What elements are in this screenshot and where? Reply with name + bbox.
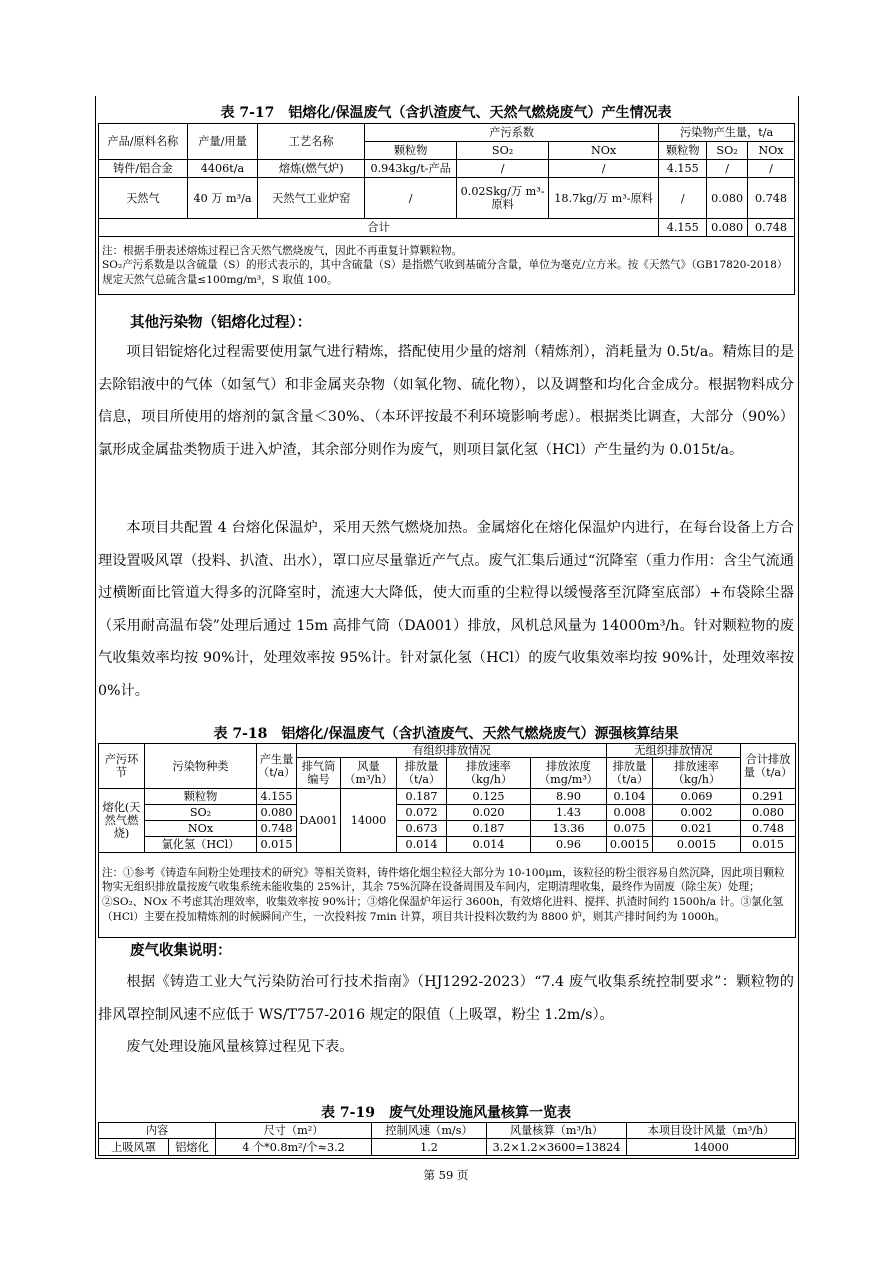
t17-sub-cell: 颗粒物 <box>365 142 457 160</box>
t18-cell: 0.072 <box>397 805 447 821</box>
t18-cell: 0.187 <box>397 789 447 805</box>
t18-cell: 0.291 <box>741 789 796 805</box>
table-row <box>99 837 796 853</box>
t18-cell: 氯化氢（HCl） <box>145 837 257 853</box>
t18-h-gen: 产生量（t/a） <box>257 744 297 789</box>
t18-h-type: 污染物种类 <box>145 744 257 789</box>
t18-cell: 0.020 <box>447 805 531 821</box>
t18-stack: DA001 <box>297 789 341 853</box>
t18-cell: 0.96 <box>531 837 607 853</box>
t18-h-emit: 排放量（t/a） <box>397 758 447 789</box>
t18-h-stack: 排气筒编号 <box>297 758 341 789</box>
t17-sub-cell: SO₂ <box>457 142 549 160</box>
t17-cell: / <box>707 160 748 178</box>
t18-cell: 0.104 <box>607 789 653 805</box>
t17-total-cell: 4.155 <box>659 219 707 237</box>
t18-cell: 0.014 <box>447 837 531 853</box>
t18-cell: 0.080 <box>741 805 796 821</box>
t18-cell: 1.43 <box>531 805 607 821</box>
table-row <box>99 1139 796 1156</box>
t17-h-coef: 产污系数 <box>365 124 659 142</box>
t18-h-rate: 排放速率（kg/h） <box>447 758 531 789</box>
t18-cell: 0.080 <box>257 805 297 821</box>
table-7-17-caption: 表 7-17 铝熔化/保温废气（含扒渣废气、天然气燃烧废气）产生情况表 <box>220 105 672 121</box>
page-number: 第 59 页 <box>423 1168 469 1182</box>
t19-header: 风量核算（m³/h） <box>487 1123 627 1139</box>
t17-cell: 天然气 <box>99 178 188 219</box>
t19-header: 尺寸（m²） <box>216 1123 372 1139</box>
t18-cell: SO₂ <box>145 805 257 821</box>
table-row <box>99 178 795 219</box>
section-heading-other-pollutants: 其他污染物（铝熔化过程）： <box>130 314 312 331</box>
t18-cell: 8.90 <box>531 789 607 805</box>
t17-cell: 0.748 <box>747 178 794 219</box>
t19-cell: 3.2×1.2×3600=13824 <box>487 1139 627 1156</box>
table-row <box>99 160 795 178</box>
t17-sub-cell: SO₂ <box>707 142 748 160</box>
table-7-19-caption: 表 7-19 废气处理设施风量核算一览表 <box>321 1105 571 1121</box>
t17-cell: / <box>365 178 457 219</box>
table-row <box>99 821 796 837</box>
t18-cell: 0.008 <box>607 805 653 821</box>
t17-total-label: 合计 <box>99 219 659 237</box>
t19-cell: 铝熔化 <box>169 1139 216 1156</box>
t17-cell: 天然气工业炉窑 <box>258 178 365 219</box>
t17-cell: 18.7kg/万 m³-原料 <box>549 178 659 219</box>
t17-cell: 0.02Skg/万 m³-原料 <box>457 178 549 219</box>
t18-flow: 14000 <box>341 789 397 853</box>
t18-h-flow: 风量（m³/h） <box>341 758 397 789</box>
t17-h-amount: 产量/用量 <box>187 124 258 160</box>
t18-h-organized: 有组织排放情况 <box>297 744 607 758</box>
t18-cell: 0.069 <box>653 789 741 805</box>
t17-cell: 熔炼(燃气炉) <box>258 160 365 178</box>
t17-cell: 铸件/铝合金 <box>99 160 188 178</box>
t17-h-output: 污染物产生量，t/a <box>659 124 795 142</box>
t18-cell: NOx <box>145 821 257 837</box>
t17-total-cell: 0.748 <box>747 219 794 237</box>
t18-cell: 0.187 <box>447 821 531 837</box>
t18-cell: 13.36 <box>531 821 607 837</box>
t17-cell: / <box>659 178 707 219</box>
t17-cell: 0.943kg/t-产品 <box>365 160 457 178</box>
t18-source: 熔化(天然气燃烧) <box>99 789 145 853</box>
t18-cell: 颗粒物 <box>145 789 257 805</box>
t17-cell: / <box>549 160 659 178</box>
t18-cell: 0.0015 <box>653 837 741 853</box>
t19-cell: 14000 <box>627 1139 796 1156</box>
t18-h-conc: 排放浓度（mg/m³） <box>531 758 607 789</box>
table-7-19 <box>98 1122 796 1156</box>
section-heading-collection: 废气收集说明： <box>130 942 232 959</box>
t18-cell: 0.014 <box>397 837 447 853</box>
t18-cell: 0.021 <box>653 821 741 837</box>
t18-cell: 0.673 <box>397 821 447 837</box>
t17-sub-cell: NOx <box>747 142 794 160</box>
t18-h-total: 合计排放量（t/a） <box>741 744 796 789</box>
t18-cell: 0.125 <box>447 789 531 805</box>
t18-h-uemit: 排放量（t/a） <box>607 758 653 789</box>
table-7-18 <box>98 743 796 938</box>
t19-header: 控制风速（m/s） <box>372 1123 487 1139</box>
t17-cell: 40 万 m³/a <box>187 178 258 219</box>
t19-cell: 1.2 <box>372 1139 487 1156</box>
t18-h-unorganized: 无组织排放情况 <box>607 744 741 758</box>
t18-h-urate: 排放速率（kg/h） <box>653 758 741 789</box>
t18-cell: 0.075 <box>607 821 653 837</box>
t19-cell: 上吸风罩 <box>99 1139 169 1156</box>
t17-h-process: 工艺名称 <box>258 124 365 160</box>
t17-h-product: 产品/原料名称 <box>99 124 188 160</box>
t18-cell: 0.748 <box>741 821 796 837</box>
t18-h-source: 产污环节 <box>99 744 145 789</box>
t17-cell: / <box>747 160 794 178</box>
t17-cell: 4406t/a <box>187 160 258 178</box>
t18-cell: 0.0015 <box>607 837 653 853</box>
t17-cell: / <box>457 160 549 178</box>
t17-note: 注：根据手册表述熔炼过程已含天然气燃烧废气，因此不再重复计算颗粒物。 SO₂产污系数是以含硫量（S）的形式表示的，其中含硫量（S）是指燃气收到基硫分含量，单位为毫克/立方米。按《天然气》（GB17820-2018）规定天然气总硫含量≤100mg/m³，S 取值 100。 <box>99 237 795 295</box>
t18-note: 注：①参考《铸造车间粉尘处理技术的研究》等相关资料，铸件熔化烟尘粒径大部分为 10-100μm，该粒径的粉尘很容易自然沉降，因此项目颗粒物实无组织排放量按废气收集系统未能收集的 25%计，其余 75%沉降在设备周围及车间内，定期清理收集，最终作为固废（除尘灰）处理；②SO₂、NOx 不考虑其治理效率，收集效率按 90%计；③熔化保温炉年运行 3600h，有效熔化进料、搅拌、扒渣时间约 1500h/a 计。③氯化氢（HCl）主要在投加精炼剂的时候瞬间产生，一次投料按 7min 计算，项目共计投料次数约为 8800 炉，则其产排时间约为 1000h。 <box>99 853 796 938</box>
table-total-row <box>99 219 795 237</box>
table-7-17 <box>98 123 795 295</box>
paragraph-table-intro: 废气处理设施风量核算过程见下表。 <box>126 1039 354 1055</box>
table-row <box>99 789 796 805</box>
paragraph-furnace: 本项目共配置 4 台熔化保温炉，采用天然气燃烧加热。金属熔化在熔化保温炉内进行，在每台设备上方合理设置吸风罩（投料、扒渣、出水），罩口应尽量靠近产气点。废气汇集后通过“沉降室（重力作用：含尘气流通过横断面比管道大得多的沉降室时，流速大大降低，使大而重的尘粒得以缓慢落至沉降室底部）+布袋除尘器（采用耐高温布袋”处理后通过 15m 高排气筒（DA001）排放，风机总风量为 14000m³/h。针对颗粒物的废气收集效率均按 90%计，处理效率按 95%计。针对氯化氢（HCl）的废气收集效率均按 90%计，处理效率按 0%计。 <box>98 520 794 699</box>
t18-cell: 0.002 <box>653 805 741 821</box>
t17-sub-cell: NOx <box>549 142 659 160</box>
t18-cell: 0.015 <box>741 837 796 853</box>
t17-cell: 0.080 <box>707 178 748 219</box>
t19-header: 本项目设计风量（m³/h） <box>627 1123 796 1139</box>
t18-cell: 0.748 <box>257 821 297 837</box>
t18-cell: 0.015 <box>257 837 297 853</box>
t17-sub-cell: 颗粒物 <box>659 142 707 160</box>
table-row <box>99 805 796 821</box>
paragraph-refining: 项目铝锭熔化过程需要使用氯气进行精炼，搭配使用少量的熔剂（精炼剂），消耗量为 0.5t/a。精炼目的是去除铝液中的气体（如氢气）和非金属夹杂物（如氧化物、硫化物），以及调整和均化合金成分。根据物料成分信息，项目所使用的熔剂的氯含量＜30%、（本环评按最不利环境影响考虑）。根据类比调查，大部分（90%）氯形成金属盐类物质于进入炉渣，其余部分则作为废气，则项目氯化氢（HCl）产生量约为 0.015t/a。 <box>98 344 794 458</box>
t18-cell: 4.155 <box>257 789 297 805</box>
table-7-18-caption: 表 7-18 铝熔化/保温废气（含扒渣废气、天然气燃烧废气）源强核算结果 <box>213 726 679 742</box>
paragraph-guideline: 根据《铸造工业大气污染防治可行技术指南》（HJ1292-2023）“7.4 废气收集系统控制要求”：颗粒物的排风罩控制风速不应低于 WS/T757-2016 规定的限值（上吸罩，粉尘 1.2m/s）。 <box>98 974 794 1023</box>
t17-cell: 4.155 <box>659 160 707 178</box>
t17-total-cell: 0.080 <box>707 219 748 237</box>
t19-header: 内容 <box>99 1123 216 1139</box>
t19-cell: 4 个*0.8m²/个≈3.2 <box>216 1139 372 1156</box>
